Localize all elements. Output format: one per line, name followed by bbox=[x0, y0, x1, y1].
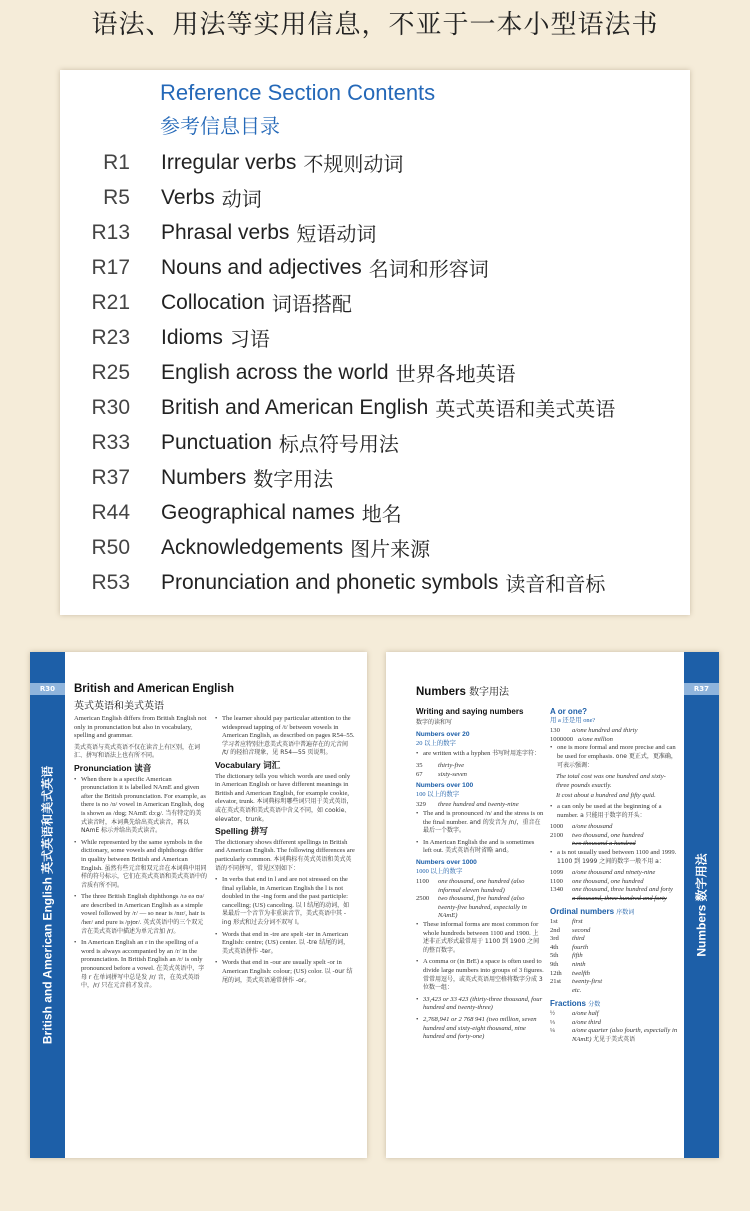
left-sidebar-label: British and American English 英式英语和美式英语 bbox=[40, 765, 55, 1045]
toc-label: Pronunciation and phonetic symbols bbox=[161, 570, 499, 594]
toc-label-zh: 动词 bbox=[221, 187, 262, 211]
toc-subtitle: 参考信息目录 bbox=[160, 114, 280, 138]
ordinal-item: 9th ninth bbox=[550, 961, 586, 969]
toc-row bbox=[60, 460, 690, 495]
ordinal-heading: Ordinal numbers 序数词 bbox=[550, 907, 635, 917]
toc-label-zh: 不规则动词 bbox=[303, 152, 404, 176]
right-column-2: A or one? 用 a 还是用 one? 130 a/one hundred and thirty 1000000 a/one million • one is more formal and more precise and can be used for emphasis. one 更正式，更准确，可表示强调： The total cost was one hundred and sixty-three pounds exactly. It cost about a hundred and fifty quid. • a can only be used at the beginning of a number. a 只能用于数字的开头： 1000 a/one thousand 2100 two thousand, one hundred two thousand a hundred • a is not usually used between 1100 and 1999. 1100 到 1999 之间的数字一般不用 a： 1099 a/one thousand and ninety-nine 1100 one thousand, one hundred 1340 one thousand, three hundred and forty a thousand, three hundred and forty Ordinal numbers 序数词 1st first 2nd second 3rd third 4th fourth 5th fifth 9th ninth 12th twelfth 21st twenty-first etc. Fractions 分数 ½ a/one half ⅓ a/one third ¼ a/one quarter (also fourth, especially in NAmE) 尤见于美式英语 bbox=[550, 706, 678, 1044]
a-or-one-heading: A or one? bbox=[550, 707, 588, 716]
page-code-r30: R30 bbox=[30, 683, 65, 695]
ordinal-item: 3rd third bbox=[550, 935, 585, 943]
toc-code: R44 bbox=[91, 500, 130, 524]
ordinal-item: 4th fourth bbox=[550, 943, 589, 951]
left-column-1 bbox=[74, 715, 207, 994]
ordinal-item: etc. bbox=[572, 986, 582, 994]
left-column-2 bbox=[215, 715, 355, 988]
spelling-heading: Spelling 拼写 bbox=[215, 826, 268, 837]
toc-label-zh: 短语动词 bbox=[296, 222, 377, 246]
toc-row bbox=[60, 215, 690, 250]
toc-row bbox=[60, 425, 690, 460]
right-column-1: Writing and saying numbers 数字的读和写 Numbers over 20 20 以上的数字 • are written with a hyphen 书写时用连字符： 35 thirty-five 67 sixty-seven Numbers over 100 100 以上的数字 329 three hundred and twenty-nine • The and is pronounced /n/ and the stress is on the final number. and 的发音为 /n/，重音在最后一个数字。 • In American English the and is sometimes left out. 美式英语有时省略 and。 Numbers over 1000 1000 以上的数字 1100 one thousand, one hundred (also informal eleven hundred) 2500 two thousand, five hundred (also twenty-five hundred, especially in NAmE) • These informal forms are most common for whole hundreds between 1100 and 1900. 上述非正式形式最常用于 1100 到 1900 之间的整百数字。 • A comma or (in BrE) a space is often used to divide large numbers into groups of 3 figures. 常常用逗号，或英式英语用空格将数字分成 3 位数一组： • 33,423 or 33 423 (thirty-three thousand, four hundred and twenty-three) • 2,768,941 or 2 768 941 (two million, seven hundred and sixty-eight thousand, nine hundred and forty-one) bbox=[416, 706, 544, 1045]
toc-label-zh: 标点符号用法 bbox=[278, 432, 399, 456]
ordinal-item: 1st first bbox=[550, 918, 583, 926]
toc-code: R1 bbox=[103, 150, 130, 174]
spelling-bullet-3: • Words that end in -our are usually spelt -or in American English: colour; (US) color. 以 -our 结尾的词，美式英语通常拼作 -or。 bbox=[215, 959, 355, 985]
toc-code: R33 bbox=[91, 430, 130, 454]
toc-card bbox=[60, 70, 690, 615]
toc-code: R30 bbox=[91, 395, 130, 419]
toc-code: R37 bbox=[91, 465, 130, 489]
toc-code: R17 bbox=[91, 255, 130, 279]
toc-code: R5 bbox=[103, 185, 130, 209]
intro-zh: 美式英语与英式英语不仅在读音上有区别，在词汇、拼写和语法上也有所不同。 bbox=[74, 743, 201, 760]
spelling-bullet-2: • Words that end in -tre are spelt -ter in American English: centre; (US) center. 以 -tre 结尾的词，美式英语拼作 -ter。 bbox=[215, 931, 355, 957]
toc-label-zh: 读音和音标 bbox=[505, 572, 606, 596]
pronunciation-heading: Pronunciation 读音 bbox=[74, 762, 152, 773]
spelling-text: The dictionary shows different spellings in British and American English. The following differences are particularly common. 本词典标有英式英语和美式英语的不同拼写，常见区别如下： bbox=[215, 838, 355, 872]
toc-label-zh: 词语搭配 bbox=[271, 292, 352, 316]
toc-label-zh: 地名 bbox=[361, 502, 402, 526]
pron-bullet-3: • The three British English diphthongs /ɪə eə ʊə/ are described in American English as a simple vowel followed by /r/ — so near is /nɪr/, hair is /her/ and pure is /pjʊr/. 英式英语中的三个双元音在美式英语中描述为单元音加 /r/。 bbox=[74, 893, 207, 936]
toc-code: R50 bbox=[91, 535, 130, 559]
ordinal-item: 21st twenty-first bbox=[550, 978, 603, 986]
left-page-title: British and American English bbox=[74, 683, 234, 695]
page-headline: 语法、用法等实用信息，不亚于一本小型语法书 bbox=[91, 10, 659, 40]
intro-text: American English differs from British English not only in pronunciation but also in vocabulary, spelling and grammar. bbox=[74, 715, 207, 740]
page-british-american-english bbox=[30, 652, 367, 1158]
toc-code: R13 bbox=[91, 220, 130, 244]
page-numbers bbox=[386, 652, 719, 1158]
toc-label-zh: 图片来源 bbox=[350, 537, 431, 561]
over20-heading: Numbers over 20 bbox=[416, 731, 470, 739]
toc-code: R23 bbox=[91, 325, 130, 349]
toc-code: R25 bbox=[91, 360, 130, 384]
left-sidebar bbox=[30, 652, 65, 1158]
toc-row bbox=[60, 565, 690, 600]
toc-row bbox=[60, 285, 690, 320]
pron-bullet-2: • While represented by the same symbols in the dictionary, some vowels and diphthongs differ in quality between British and American English. 虽然有些元音和双元音在本词典中用同样的符号标示，它们在英式英语和美式英语中的音质有所不同。 bbox=[74, 839, 207, 891]
toc-label-zh: 世界各地英语 bbox=[395, 362, 516, 386]
over100-heading: Numbers over 100 bbox=[416, 782, 474, 790]
toc-code: R21 bbox=[91, 290, 130, 314]
page-code-r37: R37 bbox=[684, 683, 719, 695]
toc-label: Phrasal verbs bbox=[161, 220, 290, 244]
pron-bullet-1: • When there is a specific American pronunciation it is labelled NAmE and given after the British pronunciation. For example, as there is no /ɒ/ vowel in American English, dog is shown as /dɒg; NAmE dɔːg/. 当有特定的美式读音时，本词典先给出英式读音，再以 NAmE 标示并给出美式读音。 bbox=[74, 776, 207, 836]
toc-row bbox=[60, 250, 690, 285]
toc-row bbox=[60, 145, 690, 180]
toc-list bbox=[60, 145, 690, 600]
toc-code: R53 bbox=[91, 570, 130, 594]
right-page-title: Numbers 数字用法 bbox=[416, 686, 510, 698]
toc-title: Reference Section Contents bbox=[160, 80, 436, 105]
toc-label: British and American English bbox=[161, 395, 429, 419]
pron-bullet-4: • In American English an r in the spelling of a word is always accompanied by an /r/ in the pronunciation. In British English an /r/ is only pronounced before a vowel. 在美式英语中，字母 r 在单词拼写中总是发 /r/ 音，在英式英语中，/r/ 只在元音前才发音。 bbox=[74, 939, 207, 991]
writing-saying-heading: Writing and saying numbers bbox=[416, 707, 524, 716]
toc-label: Collocation bbox=[161, 290, 265, 314]
ordinal-list bbox=[550, 918, 678, 995]
spelling-bullet-1: • In verbs that end in l and are not stressed on the final syllable, in American English the l is not doubled in the -ing form and the past participle: cancelling; (US) canceling. 以 l 结尾的动词，如果最后一个音节为非重读音节，美式英语中其 -ing 形式和过去分词不双写 l。 bbox=[215, 876, 355, 928]
over1000-heading: Numbers over 1000 bbox=[416, 858, 477, 866]
ordinal-item: 5th fifth bbox=[550, 952, 583, 960]
ordinal-item: 12th twelfth bbox=[550, 969, 590, 977]
toc-row bbox=[60, 180, 690, 215]
toc-label: Idioms bbox=[161, 325, 223, 349]
toc-label: Verbs bbox=[161, 185, 215, 209]
toc-label: Geographical names bbox=[161, 500, 355, 524]
toc-row bbox=[60, 495, 690, 530]
toc-label-zh: 名词和形容词 bbox=[368, 257, 489, 281]
right-sidebar bbox=[684, 652, 719, 1158]
toc-label-zh: 英式英语和美式英语 bbox=[435, 397, 616, 421]
vocabulary-heading: Vocabulary 词汇 bbox=[215, 759, 281, 770]
toc-label-zh: 习语 bbox=[229, 327, 270, 351]
toc-label-zh: 数字用法 bbox=[253, 467, 334, 491]
toc-label: Nouns and adjectives bbox=[161, 255, 362, 279]
vocabulary-text: The dictionary tells you which words are used only in American English or have different meanings in British and American English, for example cookie, elevator, trunk. 本词典标明哪些词只用于美式英语，或在英式英语和美式英语中含义不同，如 cookie、elevator、trunk。 bbox=[215, 772, 353, 823]
toc-label: Irregular verbs bbox=[161, 150, 297, 174]
toc-row bbox=[60, 530, 690, 565]
left-page-subtitle: 英式英语和美式英语 bbox=[74, 701, 164, 712]
fractions-heading: Fractions 分数 bbox=[550, 999, 601, 1009]
toc-row bbox=[60, 390, 690, 425]
toc-label: English across the world bbox=[161, 360, 389, 384]
ordinal-item: 2nd second bbox=[550, 926, 591, 934]
toc-row bbox=[60, 320, 690, 355]
tapping-note: • The learner should pay particular attention to the widespread tapping of /t/ between vowels in American English, as described on pages R54–55. 学习者应特别注意美式英语中普遍存在的元音间 /t/ 的轻拍音现象，见 R54—55 页说明。 bbox=[215, 715, 355, 758]
right-sidebar-label: Numbers 数字用法 bbox=[694, 853, 709, 957]
toc-label: Punctuation bbox=[161, 430, 272, 454]
toc-label: Acknowledgements bbox=[161, 535, 344, 559]
toc-label: Numbers bbox=[161, 465, 247, 489]
toc-row bbox=[60, 355, 690, 390]
